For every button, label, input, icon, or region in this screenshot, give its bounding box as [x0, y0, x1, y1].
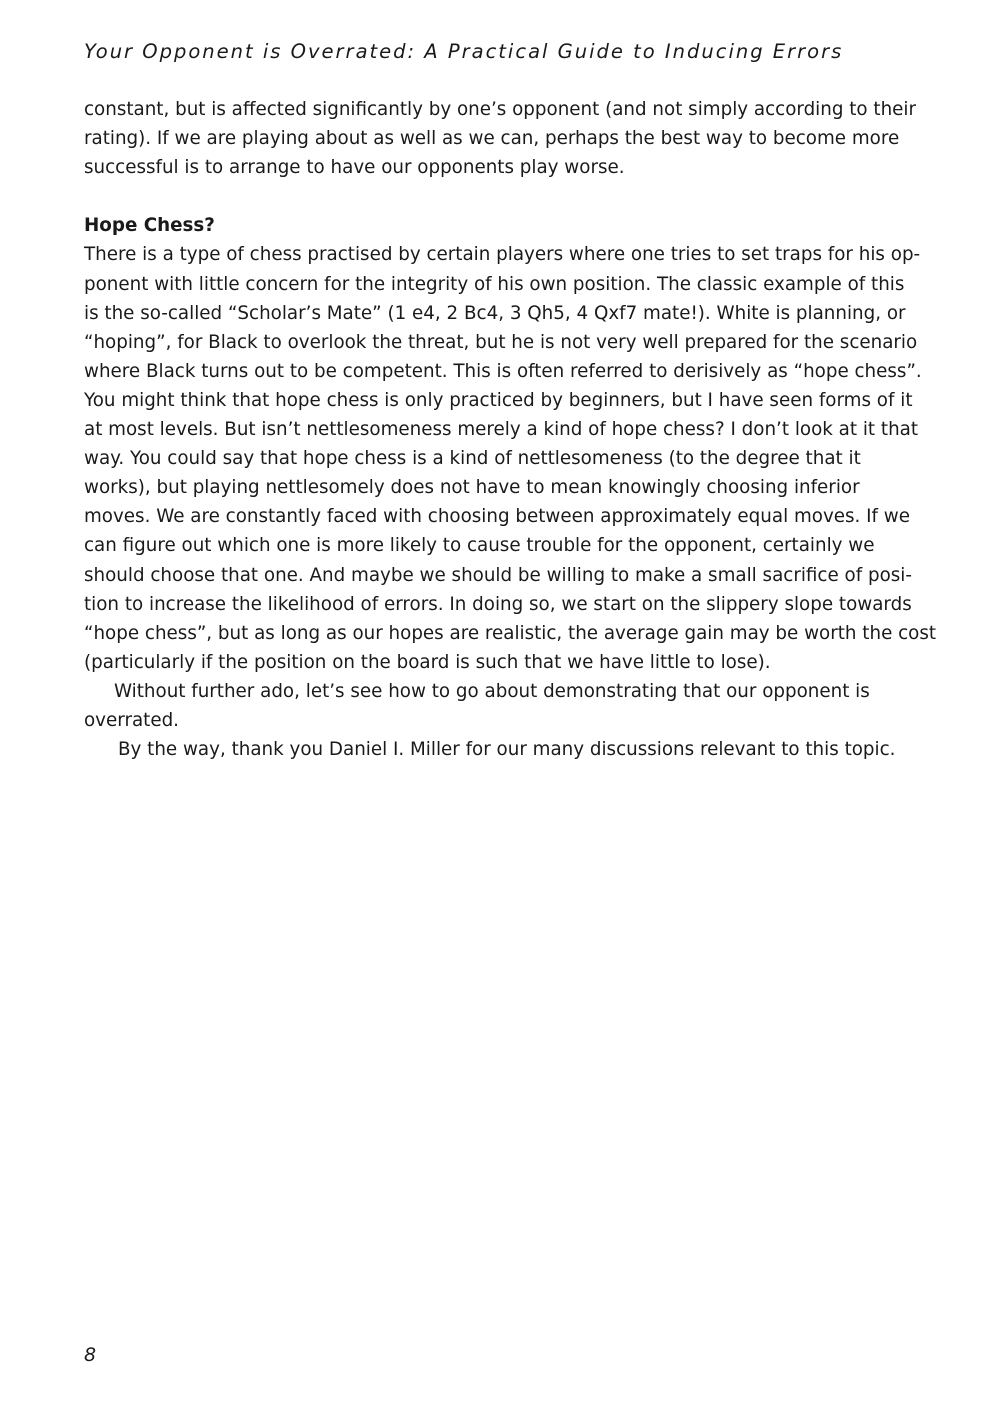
text-line: You might think that hope chess is only practiced by beginners, but I have seen forms of it — [84, 389, 913, 411]
text-line: where Black turns out to be competent. This is often referred to derisively as “hope chess”. — [84, 360, 922, 382]
text-line: successful is to arrange to have our opponents play worse. — [84, 157, 625, 179]
text-line: can figure out which one is more likely to cause trouble for the opponent, certainly we — [84, 535, 875, 557]
closing-paragraph-1 — [84, 677, 929, 735]
text-line: moves. We are constantly faced with choosing between approximately equal moves. If we — [84, 506, 911, 528]
text-line: at most levels. But isn’t nettlesomeness merely a kind of hope chess? I don’t look at it that — [84, 419, 919, 441]
text-line: way. You could say that hope chess is a kind of nettlesomeness (to the degree that it — [84, 448, 861, 470]
text-line: (particularly if the position on the board is such that we have little to lose). — [84, 651, 771, 673]
text-line: “hope chess”, but as long as our hopes are realistic, the average gain may be worth the cost — [84, 622, 937, 644]
text-line: constant, but is affected significantly by one’s opponent (and not simply according to their — [84, 99, 917, 120]
section-heading: Hope Chess? — [84, 215, 215, 237]
text-line: rating). If we are playing about as well as we can, perhaps the best way to become more — [84, 128, 900, 150]
running-head: Your Opponent is Overrated: A Practical Guide to Inducing Errors — [84, 40, 844, 63]
text-line: overrated. — [84, 709, 179, 731]
intro-paragraph — [84, 95, 929, 182]
text-line: Without further ado, let’s see how to go about demonstrating that our opponent is — [114, 680, 870, 702]
body-text — [84, 95, 937, 764]
text-line: There is a type of chess practised by certain players where one tries to set traps for his op- — [84, 244, 921, 266]
hope-chess-paragraph — [84, 240, 937, 676]
text-line: is the so-called “Scholar’s Mate” (1 e4, 2 Bc4, 3 Qh5, 4 Qxf7 mate!). White is planning, or — [84, 302, 906, 324]
text-line: tion to increase the likelihood of errors. In doing so, we start on the slippery slope towards — [84, 593, 912, 615]
text-line: should choose that one. And maybe we should be willing to make a small sacrifice of posi- — [84, 564, 912, 586]
paragraph-gap — [84, 182, 929, 211]
closing-paragraph-2: By the way, thank you Daniel I. Miller for our many discussions relevant to this topic. — [118, 739, 896, 761]
text-line: “hoping”, for Black to overlook the threat, but he is not very well prepared for the scenario — [84, 331, 918, 353]
page-number: 8 — [84, 1344, 97, 1366]
text-line: works), but playing nettlesomely does not have to mean knowingly choosing inferior — [84, 477, 860, 499]
text-line: ponent with little concern for the integrity of his own position. The classic example of this — [84, 273, 905, 295]
